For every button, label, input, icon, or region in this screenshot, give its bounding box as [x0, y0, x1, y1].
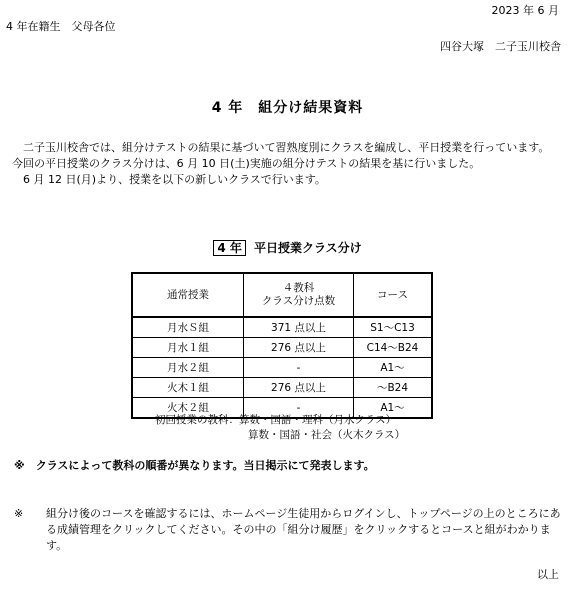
header-course: コース — [354, 273, 433, 317]
date: 2023 年 6 月 — [491, 4, 559, 17]
closing: 以上 — [537, 568, 559, 581]
note-order: ※ クラスによって教科の順番が異なります。当日掲示にて発表します。 — [14, 459, 375, 472]
cell-score: - — [244, 358, 354, 378]
table-row — [132, 378, 432, 398]
header-group: 通常授業 — [132, 273, 244, 317]
cell-group: 月水１組 — [132, 338, 244, 358]
header-score-line1: ４教科 — [282, 282, 315, 294]
table-row — [132, 338, 432, 358]
table-title-text: 平日授業クラス分け — [253, 241, 362, 255]
cell-group: 火木２組 — [132, 398, 244, 419]
cell-course: A1～ — [354, 358, 433, 378]
note-course-check-text: 組分け後のコースを確認するには、ホームページ生徒用からログインし、トップページの上のところにある成績管理をクリックしてください。その中の「組分け履歴」をクリックするとコースと組がわかります。 — [46, 507, 561, 552]
grade-label: 4 年 — [213, 240, 246, 256]
intro-text — [12, 140, 560, 188]
cell-score: - — [244, 398, 354, 419]
table-row — [132, 317, 432, 338]
cell-course: ～B24 — [354, 378, 433, 398]
note-mark: ※ — [14, 507, 24, 520]
subjects-line-1: 初回授業の教科：算数・国語・理科（月水クラス） — [155, 414, 397, 426]
table-title — [0, 239, 575, 256]
school-name: 四谷大塚 二子玉川校舎 — [440, 40, 561, 53]
cell-score: 276 点以上 — [244, 338, 354, 358]
note-course-check — [14, 506, 562, 554]
header-score-line2: クラス分け点数 — [261, 295, 336, 307]
subjects-line-2: 算数・国語・社会（火木クラス） — [248, 429, 406, 441]
first-class-subjects — [155, 413, 405, 443]
class-table — [131, 272, 433, 419]
audience: 4 年在籍生 父母各位 — [6, 20, 116, 33]
intro-paragraph-2: 6 月 12 日(月)より、授業を以下の新しいクラスで行います。 — [12, 173, 326, 186]
cell-score: 276 点以上 — [244, 378, 354, 398]
cell-group: 月水Ｓ組 — [132, 317, 244, 338]
cell-course: S1～C13 — [354, 317, 433, 338]
cell-course: C14～B24 — [354, 338, 433, 358]
table-header-row — [132, 273, 432, 317]
cell-course: A1～ — [354, 398, 433, 419]
cell-score: 371 点以上 — [244, 317, 354, 338]
header-score — [244, 273, 354, 317]
intro-paragraph-1: 二子玉川校舎では、組分けテストの結果に基づいて習熟度別にクラスを編成し、平日授業を行っています。今回の平日授業のクラス分けは、6 月 10 日(土)実施の組分けテストの結果を基に行いました。 — [12, 141, 550, 170]
table-row — [132, 358, 432, 378]
cell-group: 月水２組 — [132, 358, 244, 378]
document-title: 4 年 組分け結果資料 — [211, 100, 364, 116]
cell-group: 火木１組 — [132, 378, 244, 398]
